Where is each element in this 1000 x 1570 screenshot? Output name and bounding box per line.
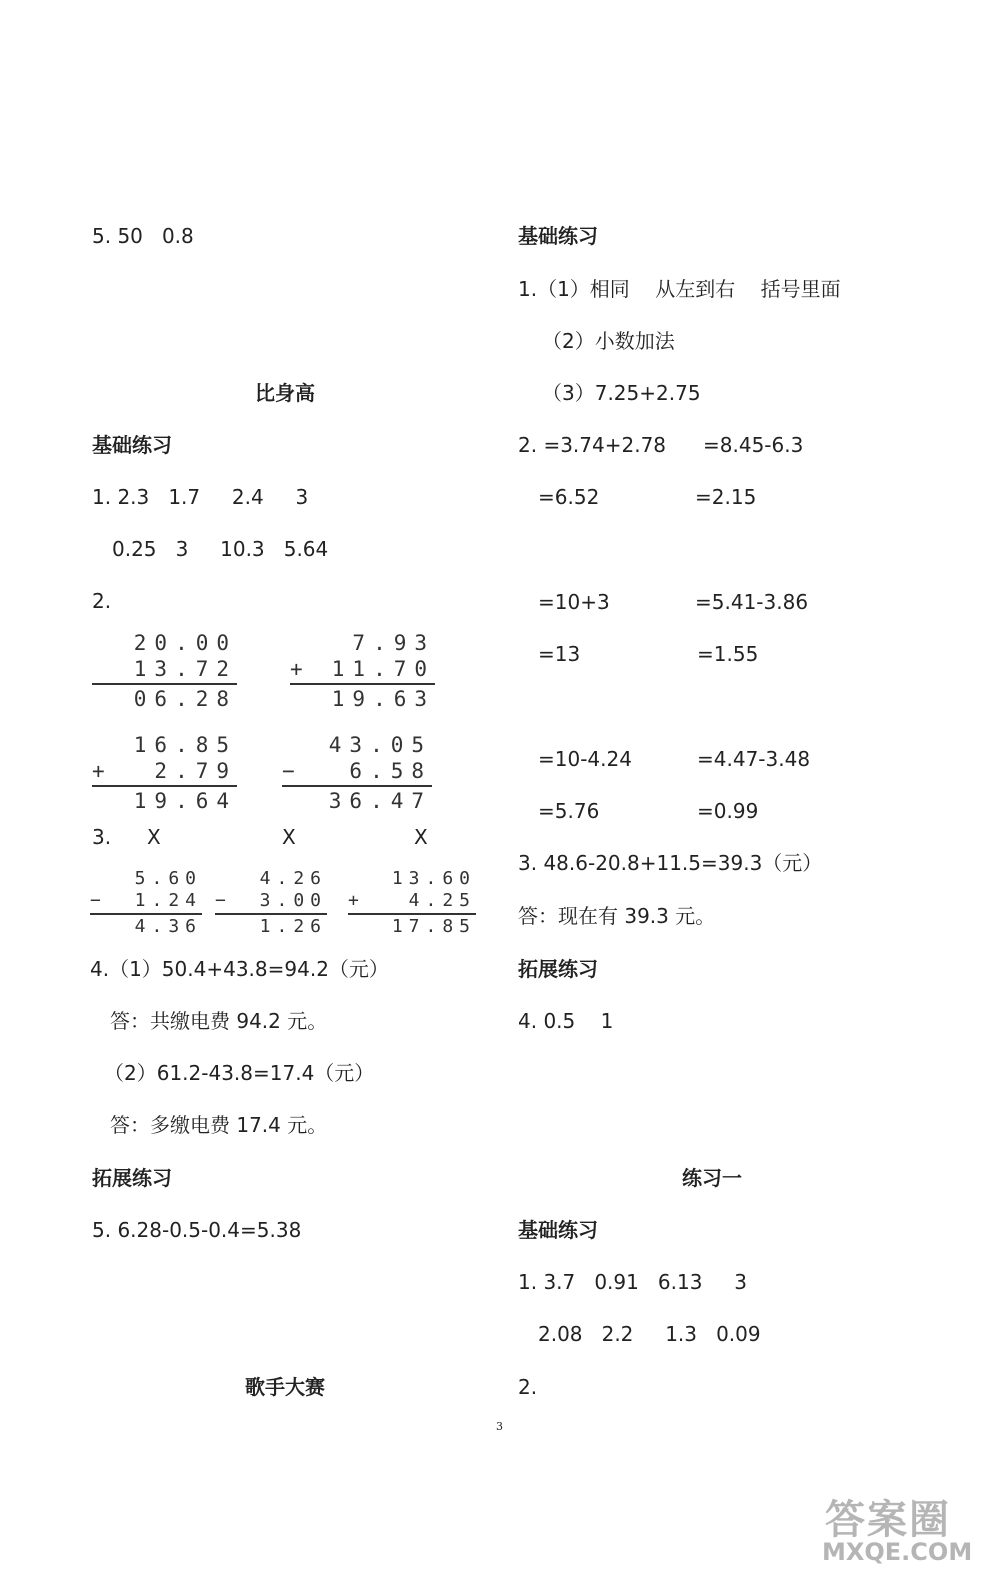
operand: 5.60: [134, 868, 202, 889]
vertical-subtraction: [90, 868, 202, 938]
answer-line: 4.（1）50.4+43.8=94.2（元）: [90, 957, 389, 981]
answer-line: （2）61.2-43.8=17.4（元）: [104, 1061, 375, 1085]
answer-line: =1.55: [697, 642, 759, 666]
watermark-url: MXQE.COM: [822, 1538, 973, 1566]
operand: 4.26: [259, 868, 327, 889]
operator: +: [348, 890, 365, 911]
answer-line: =6.52: [538, 485, 600, 509]
section-title: 练习一: [682, 1166, 742, 1190]
answer-line: =5.76: [538, 799, 600, 823]
section-title: 比身高: [255, 381, 315, 405]
answer-line: =5.41-3.86: [695, 590, 809, 614]
answer-line: =10-4.24: [538, 747, 632, 771]
question-number: 3.: [92, 825, 112, 849]
answer-line: =4.47-3.48: [697, 747, 811, 771]
watermark-logo: 答案圈: [825, 1497, 951, 1543]
subsection-heading: 拓展练习: [518, 957, 598, 981]
result-line: [348, 913, 476, 915]
answer-line: 1. 2.3 1.7 2.4 3: [92, 485, 309, 509]
operand: 20.00: [133, 631, 237, 655]
result-line: [92, 683, 237, 685]
answer-line: =10+3: [538, 590, 610, 614]
operand: − 3.00: [215, 890, 327, 911]
answer-line: 1. 3.7 0.91 6.13 3: [518, 1270, 747, 1294]
result-line: [290, 683, 435, 685]
vertical-addition: [348, 868, 476, 938]
answer-line: 答：现在有 39.3 元。: [518, 904, 716, 928]
operator: +: [290, 657, 311, 681]
answer-line: 2.08 2.2 1.3 0.09: [538, 1322, 761, 1346]
result: 19.64: [133, 789, 237, 813]
answer-line: =2.15: [695, 485, 757, 509]
result-line: [90, 913, 202, 915]
answer-line: （2）小数加法: [542, 329, 675, 353]
result-line: [215, 913, 327, 915]
wrong-mark: X: [282, 825, 296, 849]
operand: − 1.24: [90, 890, 202, 911]
answer-line: 3. 48.6-20.8+11.5=39.3（元）: [518, 851, 823, 875]
operator: −: [90, 890, 107, 911]
subsection-heading: 拓展练习: [92, 1166, 172, 1190]
answer-line: =0.99: [697, 799, 759, 823]
operator: −: [282, 759, 303, 783]
answer-line: =13: [538, 642, 581, 666]
operand: 13.72: [133, 657, 237, 681]
operand: + 4.25: [348, 890, 476, 911]
result-line: [282, 785, 432, 787]
operand: − 6.58: [282, 759, 432, 783]
wrong-mark: X: [414, 825, 428, 849]
vertical-addition: [92, 732, 237, 814]
operand: + 2.79: [92, 759, 237, 783]
answer-line: 0.25 3 10.3 5.64: [112, 537, 329, 561]
answer-line: （3）7.25+2.75: [542, 381, 701, 405]
operand: + 11.70: [290, 657, 435, 681]
question-number: 2.: [92, 589, 112, 613]
operand: 16.85: [133, 733, 237, 757]
result: 17.85: [391, 916, 476, 937]
vertical-subtraction: [215, 868, 327, 938]
subsection-heading: 基础练习: [92, 433, 172, 457]
vertical-subtraction: [282, 732, 432, 814]
result-line: [92, 785, 237, 787]
answer-line: 2. =3.74+2.78: [518, 433, 667, 457]
operand: 13.60: [391, 868, 476, 889]
answer-line: 1.（1）相同 从左到右 括号里面: [518, 277, 841, 301]
result: 06.28: [133, 687, 237, 711]
section-title: 歌手大赛: [245, 1375, 325, 1399]
vertical-subtraction: [92, 630, 237, 712]
result: 1.26: [259, 916, 327, 937]
answer-line: 4. 0.5 1: [518, 1009, 614, 1033]
answer-line: 答：多缴电费 17.4 元。: [110, 1113, 328, 1137]
page-number: 3: [496, 1420, 503, 1433]
subsection-heading: 基础练习: [518, 1218, 598, 1242]
wrong-mark: X: [147, 825, 161, 849]
operand: 43.05: [328, 733, 432, 757]
answer-line: 5. 6.28-0.5-0.4=5.38: [92, 1218, 302, 1242]
operator: −: [215, 890, 232, 911]
vertical-addition: [290, 630, 435, 712]
result: 36.47: [328, 789, 432, 813]
result: 19.63: [331, 687, 435, 711]
answer-line: =8.45-6.3: [703, 433, 804, 457]
subsection-heading: 基础练习: [518, 224, 598, 248]
question-number: 2.: [518, 1375, 538, 1399]
answer-line: 5. 50 0.8: [92, 224, 194, 248]
operand: 7.93: [352, 631, 435, 655]
result: 4.36: [134, 916, 202, 937]
operator: +: [92, 759, 113, 783]
answer-line: 答：共缴电费 94.2 元。: [110, 1009, 328, 1033]
